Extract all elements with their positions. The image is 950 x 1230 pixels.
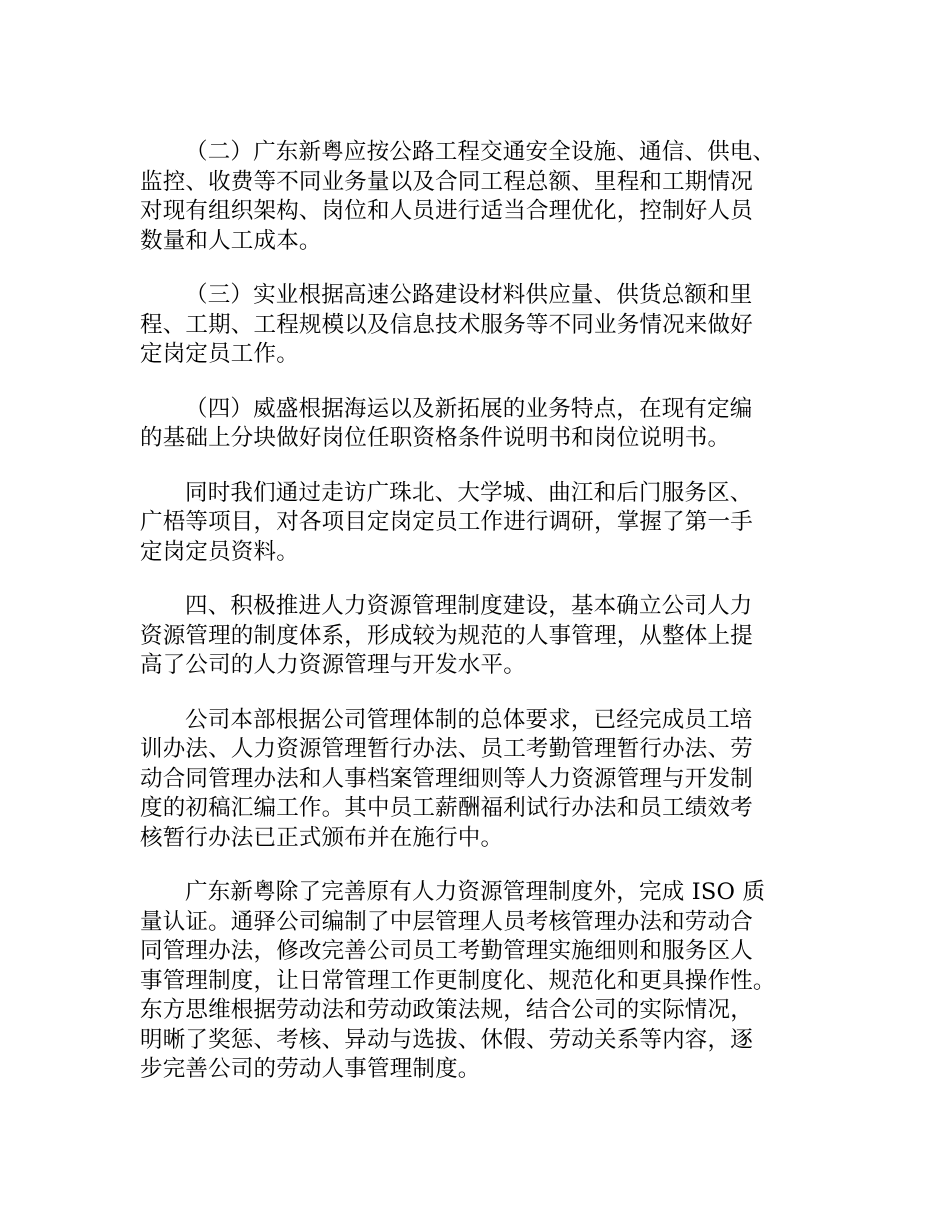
paragraph-line: 度的初稿汇编工作。其中员工薪酬福利试行办法和员工绩效考 — [140, 795, 753, 821]
paragraph-line: 事管理制度，让日常管理工作更制度化、规范化和更具操作性。 — [140, 967, 776, 994]
paragraph-line: 量认证。通驿公司编制了中层管理人员考核管理办法和劳动合 — [140, 908, 753, 935]
paragraph-line: 定岗定员工作。 — [140, 341, 299, 367]
paragraph-survey — [140, 479, 830, 568]
paragraph-line: 明晰了奖惩、考核、异动与选拔、休假、劳动关系等内容，逐 — [140, 1026, 753, 1053]
paragraph-line: 动合同管理办法和人事档案管理细则等人力资源管理与开发制 — [140, 765, 753, 792]
paragraph-line: 训办法、人力资源管理暂行办法、员工考勤管理暂行办法、劳 — [140, 736, 753, 762]
paragraph-4 — [140, 395, 830, 454]
paragraph-2 — [140, 138, 830, 256]
paragraph-line: 高了公司的人力资源管理与开发水平。 — [140, 652, 526, 678]
paragraph-line: 数量和人工成本。 — [140, 227, 322, 254]
paragraph-subsidiaries — [140, 878, 830, 1085]
paragraph-line: 四、积极推进人力资源管理制度建设，基本确立公司人力 — [185, 593, 753, 619]
section-heading-four — [140, 592, 830, 681]
paragraph-line: 步完善公司的劳动人事管理制度。 — [140, 1056, 481, 1082]
paragraph-line: 核暂行办法已正式颁布并在施行中。 — [140, 824, 504, 851]
document-body — [140, 138, 830, 1110]
paragraph-line: （四）威盛根据海运以及新拓展的业务特点，在现有定编 — [185, 395, 753, 422]
paragraph-line: 定岗定员资料。 — [140, 538, 299, 565]
paragraph-line: 的基础上分块做好岗位任职资格条件说明书和岗位说明书。 — [140, 425, 731, 451]
paragraph-line: 同时我们通过走访广珠北、大学城、曲江和后门服务区、 — [185, 479, 753, 506]
paragraph-3 — [140, 281, 830, 370]
paragraph-line: 东方思维根据劳动法和劳动政策法规，结合公司的实际情况， — [140, 997, 753, 1023]
paragraph-line: 广梧等项目，对各项目定岗定员工作进行调研，掌握了第一手 — [140, 509, 753, 535]
paragraph-headquarters — [140, 706, 830, 854]
paragraph-line: 公司本部根据公司管理体制的总体要求，已经完成员工培 — [185, 706, 753, 733]
paragraph-line: 同管理办法，修改完善公司员工考勤管理实施细则和服务区人 — [140, 938, 753, 964]
paragraph-line: 程、工期、工程规模以及信息技术服务等不同业务情况来做好 — [140, 311, 753, 338]
paragraph-line: （三）实业根据高速公路建设材料供应量、供货总额和里 — [185, 282, 753, 308]
paragraph-line: 资源管理的制度体系，形成较为规范的人事管理，从整体上提 — [140, 622, 753, 649]
paragraph-line: 对现有组织架构、岗位和人员进行适当合理优化，控制好人员 — [140, 198, 753, 224]
paragraph-line: （二）广东新粤应按公路工程交通安全设施、通信、供电、 — [185, 139, 776, 165]
paragraph-line: 监控、收费等不同业务量以及合同工程总额、里程和工期情况 — [140, 168, 753, 195]
paragraph-line: 广东新粤除了完善原有人力资源管理制度外，完成 ISO 质 — [185, 879, 766, 905]
